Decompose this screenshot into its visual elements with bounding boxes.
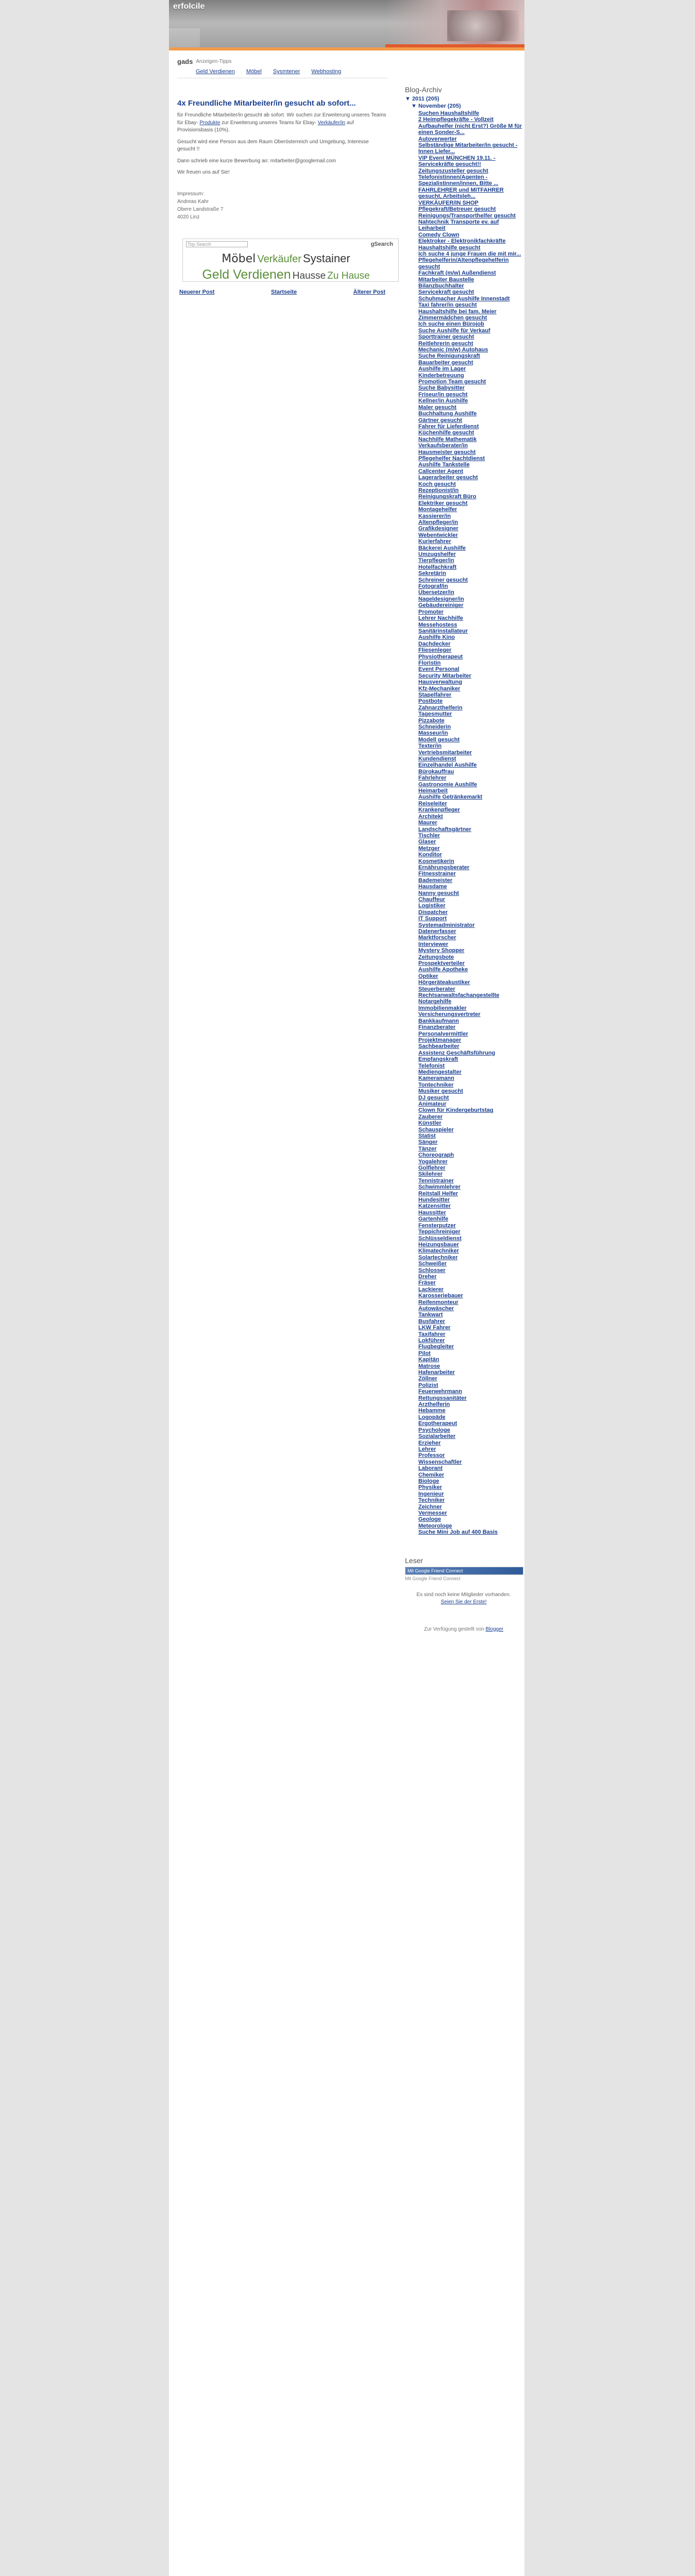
archive-post-link[interactable]: Katzensitter [418, 1203, 451, 1210]
archive-post-link[interactable]: Gartenhilfe [418, 1216, 449, 1223]
archive-post-link[interactable]: Hausverwaltung [418, 679, 462, 686]
main-column [169, 50, 396, 380]
archive-post-link[interactable]: Zeichner [418, 1503, 442, 1510]
contact-line: Andreas Kahr [177, 198, 209, 205]
post-link-produkte[interactable]: Produkte [199, 120, 221, 126]
ad-word[interactable]: Möbel [222, 252, 256, 265]
archive-post-link[interactable]: Koch gesucht [418, 481, 456, 487]
archive-post-link[interactable]: Professor [418, 1452, 445, 1459]
archive-post-link[interactable]: Hörgeräteakustiker [418, 979, 470, 986]
ad-word[interactable]: Zu Hause [327, 270, 370, 282]
archive-post-link[interactable]: Selbständige Mitarbeiter/in gesucht - Innen Liefer... [418, 142, 518, 155]
archive-post-link[interactable]: Suche Aushilfe für Verkauf [418, 327, 490, 334]
archive-post-link[interactable]: 2 Heimpflegekräfte - Vollzeit [418, 116, 494, 123]
friend-connect-bar[interactable]: Mit Google Friend Connect [405, 1567, 523, 1575]
archive-post-link[interactable]: Musiker gesucht [418, 1088, 463, 1095]
archive-post-link[interactable]: Lokführer [418, 1337, 445, 1344]
archive-post-link[interactable]: Zöllner [418, 1376, 437, 1382]
top-ad-links [177, 69, 387, 78]
archive-post-link[interactable]: Promoter [418, 608, 444, 615]
archive-post-link[interactable]: Grafikdesigner [418, 526, 459, 532]
archive-post-link[interactable]: Mystery Shopper [418, 947, 465, 954]
archive-post-link[interactable]: Konditor [418, 852, 442, 858]
archive-post-link[interactable]: Systemadministrator [418, 922, 475, 928]
archive-post-link[interactable]: Steuerberater [418, 986, 455, 992]
post-paragraph-3: Dann schrieb eine kurze Bewerbung an: mitarbeiter@googlemail.com [177, 158, 336, 164]
archive-post-link[interactable]: Postbote [418, 698, 443, 705]
archive-post-link[interactable]: Altenpfleger/in [418, 519, 459, 526]
archive-post-link[interactable]: Haussitter [418, 1209, 446, 1216]
archive-heading: Blog-Archiv [405, 86, 442, 94]
archive-post-link[interactable]: Feuerwehrmann [418, 1388, 462, 1395]
archive-post-link[interactable]: Kundendienst [418, 756, 456, 762]
archive-post-link[interactable]: Comedy Clown [418, 231, 460, 238]
archive-post-link[interactable]: Taxi fahrer/in gesucht [418, 302, 477, 309]
archive-post-link[interactable]: VIP Event MÜNCHEN 19.11. - Servicekräfte gesucht!! [418, 155, 496, 168]
archive-post-link[interactable]: Pflegehelferin/Altenpflegehelferin gesucht [418, 257, 509, 270]
archive-post-link[interactable]: Taxifahrer [418, 1331, 446, 1337]
archive-post-link[interactable]: Ingenieur [418, 1490, 444, 1497]
archive-post-link[interactable]: Aushilfe im Lager [418, 366, 466, 372]
archive-post-link[interactable]: Zeitungsbote [418, 954, 454, 960]
archive-post-link[interactable]: Matrose [418, 1363, 440, 1369]
archive-post-link[interactable]: Teppichreiniger [418, 1229, 461, 1235]
gads-logo[interactable]: gads [177, 58, 193, 65]
post-title[interactable]: 4x Freundliche Mitarbeiter/in gesucht ab sofort... [177, 99, 356, 108]
archive-post-link[interactable]: Sporttrainer gesucht [418, 334, 474, 341]
archive-post-link[interactable]: VERKÄUFER/IN SHOP [418, 199, 479, 206]
archive-post-link[interactable]: Dispatcher [418, 909, 448, 916]
archive-post-link[interactable]: Vermesser [418, 1510, 447, 1516]
archive-post-link[interactable]: Fachkraft (m/w) Außendienst [418, 270, 496, 277]
archive-post-link[interactable]: Servicekraft gesucht [418, 289, 474, 296]
archive-post-link[interactable]: Hebamme [418, 1408, 446, 1414]
archive-post-link[interactable]: Fitnesstrainer [418, 871, 456, 877]
archive-post-link[interactable]: LKW Fahrer [418, 1325, 451, 1331]
archive-post-link[interactable]: Zahnarzthelferin [418, 704, 463, 711]
archive-post-link[interactable]: Fotograf/in [418, 583, 448, 590]
archive-post-link[interactable]: Sänger [418, 1139, 438, 1146]
archive-post-link[interactable]: Dreher [418, 1273, 437, 1280]
archive-post-link[interactable]: Webentwickler [418, 532, 458, 538]
archive-post-link[interactable]: IT Support [418, 916, 447, 922]
archive-post-link[interactable]: Einzelhandel Aushilfe [418, 762, 477, 769]
archive-post-link[interactable]: Zeitungszusteller gesucht [418, 167, 488, 174]
archive-post-link[interactable]: Kameramann [418, 1075, 454, 1082]
archive-post-link[interactable]: Wissenschaftler [418, 1459, 462, 1465]
archive-post-link[interactable]: Rezeptionist/in [418, 487, 459, 494]
archive-post-link[interactable]: Callcenter Agent [418, 468, 464, 474]
archive-post-link[interactable]: Immobilienmakler [418, 1005, 467, 1011]
archive-post-link[interactable]: Aufbauhelfer (nicht Erst?) Größe M für einen Sonder-S... [418, 123, 522, 136]
archive-post-link[interactable]: Heizungsbauer [418, 1241, 459, 1248]
archive-post-link[interactable]: Suche Babysitter [418, 385, 465, 392]
post-text: auf Provisionsbasis (10%). [177, 120, 354, 133]
archive-post-link[interactable]: Fliesenleger [418, 647, 452, 654]
archive-post-link[interactable]: Skilehrer [418, 1171, 443, 1178]
ad-gsearch-logo[interactable]: gSearch [370, 241, 393, 247]
archive-post-link[interactable]: Zimmermädchen gesucht [418, 315, 487, 321]
archive-post-link[interactable]: Fensterputzer [418, 1222, 456, 1229]
archive-post-link[interactable]: Fräser [418, 1280, 436, 1286]
gads-label: Anzeigen-Tipps [196, 59, 232, 64]
archive-post-link[interactable]: Notargehilfe [418, 998, 452, 1005]
archive-post-link[interactable]: Gärtner gesucht [418, 417, 462, 423]
archive-post-link[interactable]: Autowäscher [418, 1305, 454, 1312]
archive-post-link[interactable]: Schweißer [418, 1261, 447, 1267]
archive-post-link[interactable]: Kosmetikerin [418, 858, 454, 865]
archive-post-link[interactable]: Prospektverteiler [418, 960, 465, 967]
archive-post-link[interactable]: Golflehrer [418, 1165, 446, 1172]
ad-link-sysmtener[interactable]: Sysmtener [273, 69, 300, 75]
archive-post-link[interactable]: Nanny gesucht [418, 890, 459, 896]
archive-post-link[interactable]: Ergotherapeut [418, 1420, 457, 1427]
archive-post-link[interactable]: Biologe [418, 1478, 439, 1484]
ad-link-moebel[interactable]: Möbel [246, 69, 262, 75]
archive-post-link[interactable]: Reinigungskraft Büro [418, 494, 477, 500]
archive-post-link[interactable]: Bilanzbuchhalter [418, 282, 464, 289]
archive-post-link[interactable]: Modell gesucht [418, 736, 460, 743]
archive-post-link[interactable]: Optiker [418, 973, 438, 979]
archive-post-link[interactable]: Fahrer für Lieferdienst [418, 423, 479, 430]
followers-widget [405, 1556, 522, 1632]
archive-post-link[interactable]: Zauberer [418, 1113, 443, 1120]
archive-post-link[interactable]: Glaser [418, 839, 436, 845]
archive-post-link[interactable]: Lagerarbeiter gesucht [418, 474, 478, 481]
archive-post-link[interactable]: Schneiderin [418, 724, 451, 730]
archive-post-link[interactable]: Reinigungs/Transporthelfer gesucht [418, 212, 516, 219]
archive-post-link[interactable]: FAHRLEHRER und MITFAHRER gesucht, Arbeitsleh... [418, 187, 504, 200]
archive-post-link[interactable]: Versicherungsvertreter [418, 1011, 481, 1018]
archive-post-link[interactable]: Ich suche einen Bürojob [418, 321, 484, 328]
archive-post-link[interactable]: Reitlehrerin gesucht [418, 340, 473, 347]
archive-post-link[interactable]: Telefonist [418, 1062, 445, 1069]
archive-post-link[interactable]: Solartechniker [418, 1254, 458, 1261]
post-paragraph-2: Gesucht wird eine Person aus dem Raum Oberösterreich und Umgebung, Interesse gesucht !! [177, 139, 369, 152]
archive-post-link[interactable]: Vertriebsmitarbeiter [418, 749, 472, 756]
archive-post-link[interactable]: Hundesitter [418, 1197, 450, 1204]
archive-post-link[interactable]: Autoverwerter [418, 135, 457, 142]
archive-month-toggle[interactable]: ▼ November (205) [411, 103, 461, 109]
archive-post-link[interactable]: Karosseriebauer [418, 1293, 463, 1299]
archive-post-link[interactable]: Laborant [418, 1465, 443, 1472]
archive-post-link[interactable]: Landschaftsgärtner [418, 826, 471, 833]
post-contact [177, 190, 387, 221]
archive-post-link[interactable]: Bankkaufmann [418, 1018, 459, 1024]
archive-post-link[interactable]: Lehrer [418, 1446, 436, 1452]
ad-word-box [182, 239, 399, 282]
older-post-link[interactable]: Älterer Post [353, 289, 385, 295]
archive-post-link[interactable]: DJ gesucht [418, 1094, 449, 1101]
archive-year-toggle[interactable]: ▼ 2011 (205) [405, 96, 439, 102]
archive-post-link[interactable]: Statist [418, 1133, 436, 1139]
post-link-verkaeufer[interactable]: Verkäufer/in [317, 120, 346, 126]
ad-word[interactable]: Systainer [303, 251, 350, 265]
ad-search-input[interactable]: Top Search [186, 241, 248, 247]
archive-post-link[interactable]: Masseur/in [418, 730, 448, 737]
archive-post-link[interactable]: Pilot [418, 1350, 431, 1357]
archive-post-link[interactable]: Tischler [418, 832, 440, 839]
archive-post-link[interactable]: Elektriker gesucht [418, 500, 468, 506]
archive-post-link[interactable]: Hotelfachkraft [418, 564, 456, 570]
archive-post-link[interactable]: Bauarbeiter gesucht [418, 359, 473, 366]
archive-post-link[interactable]: Reifenmonteur [418, 1299, 459, 1306]
archive-post-link[interactable]: Montagehelfer [418, 506, 457, 513]
blog-title[interactable]: erfolcile [173, 2, 205, 11]
ad-word[interactable]: Geld Verdienen [202, 267, 291, 282]
archive-post-list [418, 110, 522, 1536]
archive-post-link[interactable]: Aushilfe Getränkemarkt [418, 794, 483, 801]
archive-post-link[interactable]: Ich suche 4 junge Frauen die mit mir... [418, 250, 521, 257]
archive-post-link[interactable]: Schlüsseldienst [418, 1235, 462, 1242]
archive-post-link[interactable]: Lehrer Nachhilfe [418, 615, 463, 622]
archive-post-link[interactable]: Schauspieler [418, 1126, 454, 1133]
be-first-link[interactable]: Seien Sie der Erste! [440, 1599, 487, 1605]
archive-post-link[interactable]: Pflegehelfer Nachtdienst [418, 455, 485, 462]
archive-post-link[interactable]: Chauffeur [418, 896, 445, 903]
archive-post-link[interactable]: Messehostess [418, 621, 457, 628]
archive-post-link[interactable]: Schreiner gesucht [418, 577, 468, 583]
archive-post-link[interactable]: Bürokauffrau [418, 768, 454, 775]
archive-post-link[interactable]: Physiotherapeut [418, 653, 463, 660]
friend-connect-sub: Mit Google Friend Connect [405, 1575, 461, 1581]
archive-post-link[interactable]: Flugbegleiter [418, 1344, 454, 1350]
archive-post-link[interactable]: Rechtsanwaltsfachangestellte [418, 992, 500, 999]
archive-post-link[interactable]: Geologe [418, 1516, 442, 1523]
top-ad-header [177, 58, 387, 65]
archive-post-link[interactable]: Busfahrer [418, 1318, 445, 1325]
archive-post-link[interactable]: Erzieher [418, 1439, 441, 1446]
archive-post-link[interactable]: Event Personal [418, 666, 460, 673]
blogger-link[interactable]: Blogger [485, 1626, 503, 1632]
archive-post-link[interactable]: Lackierer [418, 1286, 444, 1293]
archive-post-link[interactable]: Floristin [418, 659, 441, 666]
contact-line: Impressum: [177, 191, 205, 197]
archive-post-link[interactable]: Suchen Haushaltshilfe [418, 110, 479, 116]
post-navigation [177, 289, 387, 295]
post-text: für Freundliche Mitarbeiter/in gesucht ab sofort. Wir suchen zur Erweiterung unseres Teams für Ebay- [177, 112, 386, 126]
archive-post-link[interactable]: Maler gesucht [418, 404, 456, 411]
archive-post-link[interactable]: Schwimmlehrer [418, 1184, 461, 1191]
archive-post-link[interactable]: Kfz-Mechaniker [418, 685, 461, 692]
archive-post-link[interactable]: Bademeister [418, 877, 453, 884]
archive-post-link[interactable]: Küchenhilfe gesucht [418, 430, 474, 436]
archive-post-link[interactable]: Techniker [418, 1497, 445, 1504]
archive-post-link[interactable]: Ernährungsberater [418, 864, 470, 871]
ad-link-geld-verdienen[interactable]: Geld Verdienen [196, 69, 235, 75]
archive-post-link[interactable]: Kassierer/in [418, 513, 451, 519]
post-text: zur Erweiterung unseres Teams für Ebay- [222, 120, 316, 126]
archive-post-link[interactable]: Krankenpfleger [418, 807, 460, 814]
powered-by-text: Zur Verfügung gestellt von [424, 1626, 484, 1632]
archive-post-link[interactable]: Metzger [418, 845, 440, 852]
archive-post-link[interactable]: Chemiker [418, 1471, 445, 1478]
archive-post-link[interactable]: Sanitärinstallateur [418, 628, 468, 634]
archive-post-link[interactable]: Logistiker [418, 903, 446, 909]
archive-post-link[interactable]: Umzugshelfer [418, 551, 456, 558]
archive-post-link[interactable]: Friseur/in gesucht [418, 391, 468, 398]
archive-post-link[interactable]: Personalvermittler [418, 1030, 468, 1037]
archive-post-link[interactable]: Telefonistinnen/Agenten -Spezialistinnen/innen, Bitte ... [418, 174, 499, 187]
archive-post-link[interactable]: Verkaufsberater/in [418, 443, 468, 449]
home-link[interactable]: Startseite [270, 289, 297, 295]
ad-word[interactable]: Hausse [292, 270, 326, 282]
archive-post-link[interactable]: Rettungssanitäter [418, 1395, 467, 1401]
archive-post-link[interactable]: Aushilfe Apotheke [418, 967, 468, 973]
archive-post-link[interactable]: Tierpfleger/in [418, 557, 454, 564]
archive-post-link[interactable]: Choreograph [418, 1152, 454, 1159]
blog-header [169, 0, 524, 50]
archive-post-link[interactable]: Psychologe [418, 1427, 450, 1433]
archive-post-link[interactable]: Tankwart [418, 1312, 443, 1318]
archive-post-link[interactable]: Übersetzer/in [418, 589, 454, 596]
archive-post-link[interactable]: Schlosser [418, 1267, 446, 1274]
archive-post-link[interactable]: Pflegekraft/Betreuer gesucht [418, 206, 496, 213]
archive-post-link[interactable]: Polizist [418, 1382, 438, 1388]
archive-post-link[interactable]: Sozialarbeiter [418, 1433, 456, 1440]
archive-post-link[interactable]: Hafenarbeiter [418, 1369, 455, 1376]
sidebar [401, 50, 524, 1632]
archive-post-link[interactable]: Fahrlehrer [418, 775, 447, 782]
archive-post-link[interactable]: Sekretärin [418, 570, 446, 577]
archive-post-link[interactable]: Heimarbeit [418, 788, 448, 794]
archive-post-link[interactable]: Security Mitarbeiter [418, 672, 471, 679]
ad-link-webhosting[interactable]: Webhosting [311, 69, 342, 75]
powered-by [405, 1626, 522, 1632]
archive-post-link[interactable]: Mitarbeiter Baustelle [418, 276, 474, 283]
archive-post-link[interactable]: Hausmeister gesucht [418, 449, 476, 455]
ad-word-cloud [198, 251, 374, 283]
archive-post-link[interactable]: Aushilfe Kino [418, 634, 455, 641]
followers-heading: Leser [405, 1556, 423, 1565]
archive-post-link[interactable]: Klimatechniker [418, 1248, 459, 1255]
followers-note [405, 1591, 522, 1606]
archive-post-link[interactable]: Elektroker - Elektronikfachkräfte [418, 238, 506, 245]
post-paragraph-4: Wir freuen uns auf Sie! [177, 170, 230, 175]
archive-post-link[interactable]: Architekt [418, 813, 443, 820]
archive-post-link[interactable]: Dachdecker [418, 640, 451, 647]
archive-post-link[interactable]: Texter/in [418, 743, 442, 750]
archive-post-link[interactable]: Mechanic (m/w) Autohaus [418, 347, 488, 353]
archive-post-link[interactable]: Gebäudereiniger [418, 602, 464, 609]
archive-post-link[interactable]: Haushaltshilfe gesucht [418, 244, 481, 251]
archive-post-link[interactable]: Assistenz Geschäftsführung [418, 1049, 496, 1056]
archive-post-link[interactable]: Buchhaltung Aushilfe [418, 411, 477, 417]
archive-post-link[interactable]: Reitstall Helfer [418, 1190, 459, 1197]
header-decoration-image [447, 10, 519, 41]
archive-post-link[interactable]: Animateur [418, 1100, 447, 1107]
archive-post-link[interactable]: Physiker [418, 1484, 442, 1491]
archive-post-link[interactable]: Stapelfahrer [418, 691, 452, 698]
archive-post-link[interactable]: Tontechniker [418, 1081, 454, 1088]
post-paragraph-1 [177, 112, 387, 134]
archive-post-link[interactable]: Kurierfahrer [418, 538, 451, 545]
archive-post-link[interactable]: Tennistrainer [418, 1177, 454, 1184]
archive-post-link[interactable]: Logopäde [418, 1414, 446, 1420]
newer-post-link[interactable]: Neuerer Post [179, 289, 215, 295]
archive-post-link[interactable]: Schuhmacher Aushilfe Innenstadt [418, 295, 510, 302]
page-wrapper [169, 0, 524, 2576]
contact-line: 4020 Linz [177, 214, 200, 220]
archive-post-link[interactable]: Bäckerei Aushilfe [418, 545, 466, 551]
archive-post-link[interactable]: Suche Mini Job auf 400 Basis [418, 1529, 498, 1536]
archive-post-link[interactable]: Finanzberater [418, 1024, 456, 1031]
archive-post-link[interactable]: Gastronomie Aushilfe [418, 781, 477, 788]
followers-empty-text: Es sind noch keine Mitglieder vorhanden. [416, 1591, 511, 1598]
archive-post-link[interactable]: Haushaltshilfe bei fam. Meier [418, 308, 497, 315]
archive-post-link[interactable]: Kellner/in Aushilfe [418, 398, 468, 404]
archive-post-link[interactable]: Reiseleiter [418, 800, 447, 807]
archive-post-link[interactable]: Kapitän [418, 1357, 439, 1363]
archive-post-link[interactable]: Tagesmutter [418, 711, 452, 718]
archive-post-link[interactable]: Nageldesigner/in [418, 596, 464, 602]
archive-post-link[interactable]: Yogalehrer [418, 1158, 448, 1165]
archive-post-link[interactable]: Arzthelferin [418, 1401, 450, 1408]
archive-post-link[interactable]: Nachhilfe Mathematik [418, 436, 477, 443]
archive-post-link[interactable]: Meteorologe [418, 1522, 452, 1529]
ad-word[interactable]: Verkäufer [257, 253, 301, 265]
archive-post-link[interactable]: Projektmanager [418, 1037, 462, 1043]
archive-post-link[interactable]: Pizzabote [418, 717, 445, 724]
archive-post-link[interactable]: Interviewer [418, 941, 449, 947]
archive-post-link[interactable]: Hausdame [418, 884, 447, 890]
archive-post-link[interactable]: Mediengestalter [418, 1069, 462, 1075]
archive-post-link[interactable]: Maurer [418, 820, 437, 826]
contact-line: Obere Landstraße 7 [177, 206, 224, 212]
archive-post-link[interactable]: Tänzer [418, 1145, 437, 1152]
archive-post-link[interactable]: Datenerfasser [418, 928, 456, 935]
archive-post-link[interactable]: Aushilfe Tankstelle [418, 462, 470, 468]
archive-post-link[interactable]: Empfangskraft [418, 1056, 459, 1063]
archive-post-link[interactable]: Marktforscher [418, 935, 456, 941]
archive-post-link[interactable]: Clown für Kindergeburtstag [418, 1107, 494, 1114]
archive-post-link[interactable]: Suche Reinigungskraft [418, 353, 480, 360]
archive-post-link[interactable]: Sachbearbeiter [418, 1043, 460, 1050]
archive-post-link[interactable]: Nahtechnik Transporte ev. auf Leiharbeit [418, 218, 499, 232]
archive-post-link[interactable]: Promotion Team gesucht [418, 379, 486, 385]
archive-post-link[interactable]: Künstler [418, 1120, 442, 1127]
archive-post-link[interactable]: Kinderbetreuung [418, 372, 464, 379]
